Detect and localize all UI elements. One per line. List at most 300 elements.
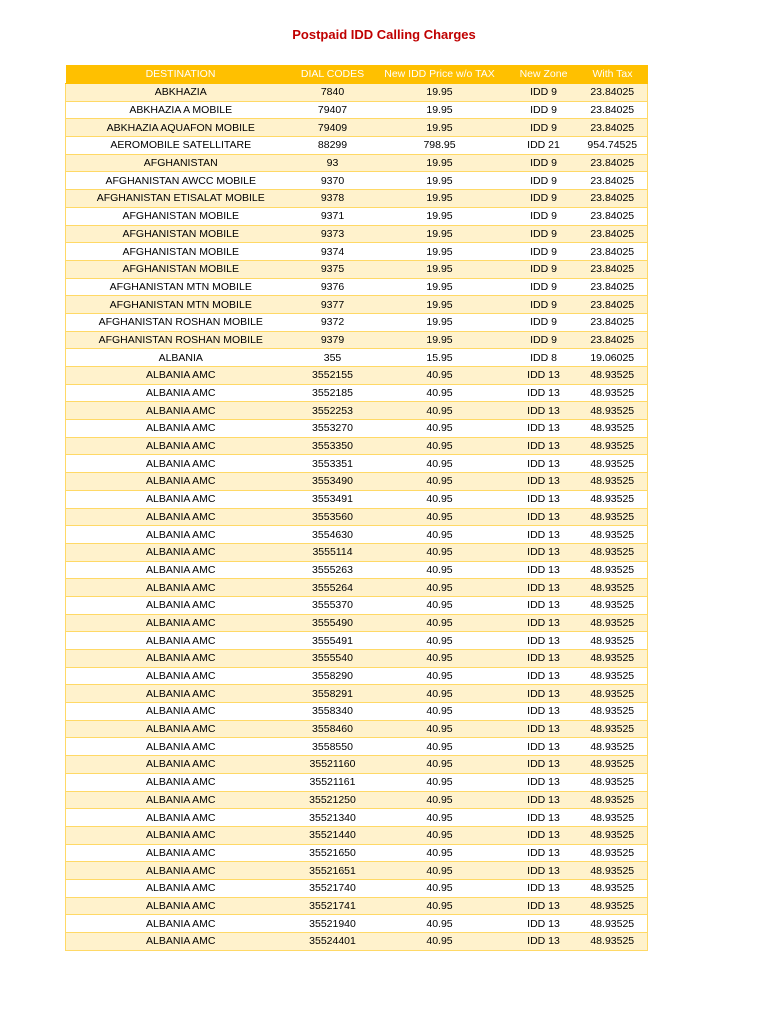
price-cell: 40.95 [370,420,510,438]
table-row [66,384,648,402]
with-tax-cell: 23.84025 [578,243,648,261]
dial-code-cell: 35524401 [296,933,370,951]
destination-cell: AFGHANISTAN MTN MOBILE [66,278,296,296]
zone-cell: IDD 9 [510,207,578,225]
table-row [66,402,648,420]
dial-code-cell: 9374 [296,243,370,261]
price-cell: 40.95 [370,862,510,880]
price-cell: 40.95 [370,826,510,844]
zone-cell: IDD 9 [510,313,578,331]
destination-cell: ALBANIA AMC [66,685,296,703]
destination-cell: ABKHAZIA [66,84,296,102]
zone-cell: IDD 13 [510,791,578,809]
dial-code-cell: 3555264 [296,579,370,597]
dial-code-cell: 9379 [296,331,370,349]
with-tax-cell: 48.93525 [578,526,648,544]
price-cell: 40.95 [370,685,510,703]
destination-cell: ALBANIA AMC [66,632,296,650]
destination-cell: AEROMOBILE SATELLITARE [66,137,296,155]
destination-cell: AFGHANISTAN MOBILE [66,243,296,261]
table-row [66,260,648,278]
page-title: Postpaid IDD Calling Charges [292,27,476,42]
dial-code-cell: 9373 [296,225,370,243]
destination-cell: ALBANIA AMC [66,773,296,791]
zone-cell: IDD 13 [510,543,578,561]
zone-cell: IDD 13 [510,437,578,455]
zone-cell: IDD 13 [510,738,578,756]
table-row [66,296,648,314]
price-cell: 40.95 [370,915,510,933]
with-tax-cell: 23.84025 [578,207,648,225]
table-row [66,490,648,508]
table-row [66,278,648,296]
price-cell: 40.95 [370,756,510,774]
with-tax-cell: 48.93525 [578,720,648,738]
with-tax-cell: 48.93525 [578,650,648,668]
destination-cell: ABKHAZIA AQUAFON MOBILE [66,119,296,137]
table-row [66,543,648,561]
with-tax-cell: 48.93525 [578,933,648,951]
destination-cell: AFGHANISTAN MOBILE [66,225,296,243]
zone-cell: IDD 13 [510,526,578,544]
dial-code-cell: 3552185 [296,384,370,402]
with-tax-cell: 48.93525 [578,862,648,880]
price-cell: 40.95 [370,897,510,915]
dial-code-cell: 35521161 [296,773,370,791]
table-row [66,933,648,951]
zone-cell: IDD 9 [510,225,578,243]
destination-cell: ALBANIA [66,349,296,367]
dial-code-cell: 35521940 [296,915,370,933]
zone-cell: IDD 9 [510,331,578,349]
price-cell: 19.95 [370,278,510,296]
price-cell: 40.95 [370,508,510,526]
dial-code-cell: 3553351 [296,455,370,473]
destination-cell: ALBANIA AMC [66,473,296,491]
zone-cell: IDD 13 [510,862,578,880]
dial-code-cell: 3555263 [296,561,370,579]
table-row [66,349,648,367]
destination-cell: ALBANIA AMC [66,420,296,438]
dial-code-cell: 3555490 [296,614,370,632]
with-tax-cell: 23.84025 [578,119,648,137]
dial-code-cell: 3554630 [296,526,370,544]
table-row [66,579,648,597]
dial-code-cell: 9377 [296,296,370,314]
dial-code-cell: 3553560 [296,508,370,526]
price-cell: 40.95 [370,384,510,402]
with-tax-cell: 23.84025 [578,154,648,172]
destination-cell: ABKHAZIA A MOBILE [66,101,296,119]
with-tax-cell: 48.93525 [578,402,648,420]
table-row [66,420,648,438]
table-header-row [66,65,648,84]
price-cell: 19.95 [370,331,510,349]
price-cell: 19.95 [370,260,510,278]
zone-cell: IDD 13 [510,826,578,844]
table-row [66,703,648,721]
dial-code-cell: 35521250 [296,791,370,809]
zone-cell: IDD 13 [510,614,578,632]
zone-cell: IDD 13 [510,508,578,526]
with-tax-cell: 23.84025 [578,84,648,102]
price-cell: 19.95 [370,119,510,137]
rates-table [65,65,648,951]
price-cell: 40.95 [370,720,510,738]
header-with-tax: With Tax [578,65,648,84]
dial-code-cell: 355 [296,349,370,367]
with-tax-cell: 23.84025 [578,260,648,278]
dial-code-cell: 3553270 [296,420,370,438]
dial-code-cell: 9375 [296,260,370,278]
table-row [66,720,648,738]
destination-cell: ALBANIA AMC [66,826,296,844]
table-row [66,685,648,703]
dial-code-cell: 3555370 [296,596,370,614]
with-tax-cell: 48.93525 [578,384,648,402]
table-row [66,526,648,544]
destination-cell: ALBANIA AMC [66,561,296,579]
table-row [66,791,648,809]
price-cell: 40.95 [370,667,510,685]
zone-cell: IDD 13 [510,490,578,508]
dial-code-cell: 9376 [296,278,370,296]
zone-cell: IDD 13 [510,596,578,614]
with-tax-cell: 48.93525 [578,561,648,579]
dial-code-cell: 7840 [296,84,370,102]
price-cell: 19.95 [370,243,510,261]
dial-code-cell: 3553350 [296,437,370,455]
dial-code-cell: 35521651 [296,862,370,880]
table-row [66,119,648,137]
destination-cell: ALBANIA AMC [66,455,296,473]
price-cell: 19.95 [370,154,510,172]
price-cell: 40.95 [370,809,510,827]
table-row [66,84,648,102]
destination-cell: ALBANIA AMC [66,508,296,526]
zone-cell: IDD 9 [510,172,578,190]
table-row [66,862,648,880]
dial-code-cell: 3558340 [296,703,370,721]
dial-code-cell: 9378 [296,190,370,208]
with-tax-cell: 48.93525 [578,632,648,650]
table-row [66,207,648,225]
zone-cell: IDD 13 [510,455,578,473]
zone-cell: IDD 9 [510,296,578,314]
header-price-without-tax: New IDD Price w/o TAX [370,65,510,84]
price-cell: 19.95 [370,313,510,331]
price-cell: 40.95 [370,632,510,650]
destination-cell: ALBANIA AMC [66,703,296,721]
dial-code-cell: 35521740 [296,879,370,897]
destination-cell: AFGHANISTAN ETISALAT MOBILE [66,190,296,208]
with-tax-cell: 954.74525 [578,137,648,155]
table-row [66,844,648,862]
table-row [66,243,648,261]
price-cell: 19.95 [370,101,510,119]
with-tax-cell: 48.93525 [578,667,648,685]
with-tax-cell: 48.93525 [578,844,648,862]
destination-cell: ALBANIA AMC [66,402,296,420]
with-tax-cell: 48.93525 [578,773,648,791]
header-dial-codes: DIAL CODES [296,65,370,84]
with-tax-cell: 48.93525 [578,685,648,703]
with-tax-cell: 48.93525 [578,596,648,614]
table-row [66,367,648,385]
dial-code-cell: 3552155 [296,367,370,385]
destination-cell: AFGHANISTAN ROSHAN MOBILE [66,331,296,349]
price-cell: 40.95 [370,650,510,668]
table-row [66,897,648,915]
header-destination: DESTINATION [66,65,296,84]
destination-cell: ALBANIA AMC [66,756,296,774]
price-cell: 40.95 [370,596,510,614]
table-row [66,614,648,632]
dial-code-cell: 35521741 [296,897,370,915]
destination-cell: AFGHANISTAN [66,154,296,172]
zone-cell: IDD 9 [510,278,578,296]
with-tax-cell: 48.93525 [578,703,648,721]
price-cell: 40.95 [370,844,510,862]
with-tax-cell: 48.93525 [578,367,648,385]
with-tax-cell: 48.93525 [578,826,648,844]
price-cell: 40.95 [370,490,510,508]
destination-cell: AFGHANISTAN MTN MOBILE [66,296,296,314]
zone-cell: IDD 9 [510,260,578,278]
zone-cell: IDD 13 [510,844,578,862]
price-cell: 40.95 [370,473,510,491]
with-tax-cell: 48.93525 [578,879,648,897]
table-row [66,137,648,155]
dial-code-cell: 3555491 [296,632,370,650]
destination-cell: ALBANIA AMC [66,862,296,880]
table-row [66,437,648,455]
table-row [66,773,648,791]
with-tax-cell: 48.93525 [578,809,648,827]
dial-code-cell: 35521160 [296,756,370,774]
zone-cell: IDD 13 [510,473,578,491]
with-tax-cell: 23.84025 [578,101,648,119]
dial-code-cell: 3558291 [296,685,370,703]
destination-cell: ALBANIA AMC [66,384,296,402]
price-cell: 40.95 [370,879,510,897]
table-row [66,473,648,491]
table-row [66,313,648,331]
destination-cell: ALBANIA AMC [66,596,296,614]
table-row [66,225,648,243]
table-row [66,632,648,650]
table-row [66,172,648,190]
price-cell: 19.95 [370,225,510,243]
zone-cell: IDD 13 [510,756,578,774]
price-cell: 40.95 [370,561,510,579]
destination-cell: ALBANIA AMC [66,933,296,951]
table-row [66,596,648,614]
price-cell: 40.95 [370,738,510,756]
price-cell: 40.95 [370,933,510,951]
zone-cell: IDD 13 [510,667,578,685]
with-tax-cell: 48.93525 [578,455,648,473]
with-tax-cell: 48.93525 [578,473,648,491]
zone-cell: IDD 13 [510,897,578,915]
price-cell: 19.95 [370,190,510,208]
zone-cell: IDD 9 [510,84,578,102]
price-cell: 40.95 [370,543,510,561]
with-tax-cell: 23.84025 [578,278,648,296]
with-tax-cell: 23.84025 [578,296,648,314]
destination-cell: ALBANIA AMC [66,667,296,685]
destination-cell: ALBANIA AMC [66,490,296,508]
destination-cell: ALBANIA AMC [66,437,296,455]
destination-cell: ALBANIA AMC [66,614,296,632]
with-tax-cell: 23.84025 [578,331,648,349]
with-tax-cell: 48.93525 [578,508,648,526]
zone-cell: IDD 9 [510,119,578,137]
price-cell: 19.95 [370,296,510,314]
price-cell: 40.95 [370,367,510,385]
zone-cell: IDD 13 [510,579,578,597]
table-row [66,154,648,172]
price-cell: 798.95 [370,137,510,155]
with-tax-cell: 19.06025 [578,349,648,367]
dial-code-cell: 79409 [296,119,370,137]
price-cell: 40.95 [370,773,510,791]
zone-cell: IDD 13 [510,915,578,933]
with-tax-cell: 48.93525 [578,915,648,933]
zone-cell: IDD 9 [510,243,578,261]
price-cell: 19.95 [370,172,510,190]
zone-cell: IDD 13 [510,809,578,827]
dial-code-cell: 3553491 [296,490,370,508]
dial-code-cell: 3553490 [296,473,370,491]
dial-code-cell: 93 [296,154,370,172]
table-row [66,667,648,685]
destination-cell: ALBANIA AMC [66,915,296,933]
with-tax-cell: 48.93525 [578,756,648,774]
table-row [66,756,648,774]
destination-cell: ALBANIA AMC [66,879,296,897]
header-new-zone: New Zone [510,65,578,84]
zone-cell: IDD 13 [510,420,578,438]
dial-code-cell: 9370 [296,172,370,190]
dial-code-cell: 3555114 [296,543,370,561]
zone-cell: IDD 9 [510,101,578,119]
zone-cell: IDD 13 [510,703,578,721]
zone-cell: IDD 21 [510,137,578,155]
price-cell: 40.95 [370,455,510,473]
zone-cell: IDD 8 [510,349,578,367]
destination-cell: AFGHANISTAN AWCC MOBILE [66,172,296,190]
table-row [66,331,648,349]
zone-cell: IDD 13 [510,879,578,897]
dial-code-cell: 35521440 [296,826,370,844]
destination-cell: ALBANIA AMC [66,579,296,597]
with-tax-cell: 48.93525 [578,420,648,438]
with-tax-cell: 48.93525 [578,738,648,756]
table-row [66,650,648,668]
price-cell: 40.95 [370,614,510,632]
table-row [66,561,648,579]
zone-cell: IDD 13 [510,402,578,420]
zone-cell: IDD 13 [510,650,578,668]
dial-code-cell: 79407 [296,101,370,119]
price-cell: 40.95 [370,437,510,455]
zone-cell: IDD 13 [510,367,578,385]
dial-code-cell: 9372 [296,313,370,331]
destination-cell: AFGHANISTAN MOBILE [66,207,296,225]
price-cell: 19.95 [370,84,510,102]
zone-cell: IDD 13 [510,384,578,402]
table-row [66,809,648,827]
dial-code-cell: 35521650 [296,844,370,862]
table-row [66,455,648,473]
destination-cell: ALBANIA AMC [66,367,296,385]
zone-cell: IDD 13 [510,685,578,703]
zone-cell: IDD 13 [510,720,578,738]
destination-cell: ALBANIA AMC [66,650,296,668]
table-row [66,738,648,756]
with-tax-cell: 48.93525 [578,614,648,632]
zone-cell: IDD 13 [510,773,578,791]
zone-cell: IDD 13 [510,561,578,579]
table-row [66,508,648,526]
price-cell: 40.95 [370,579,510,597]
with-tax-cell: 48.93525 [578,543,648,561]
destination-cell: ALBANIA AMC [66,844,296,862]
price-cell: 40.95 [370,526,510,544]
zone-cell: IDD 9 [510,190,578,208]
price-cell: 40.95 [370,703,510,721]
dial-code-cell: 88299 [296,137,370,155]
zone-cell: IDD 13 [510,632,578,650]
with-tax-cell: 48.93525 [578,437,648,455]
destination-cell: ALBANIA AMC [66,809,296,827]
dial-code-cell: 9371 [296,207,370,225]
destination-cell: ALBANIA AMC [66,738,296,756]
with-tax-cell: 48.93525 [578,579,648,597]
with-tax-cell: 23.84025 [578,190,648,208]
zone-cell: IDD 13 [510,933,578,951]
destination-cell: ALBANIA AMC [66,791,296,809]
with-tax-cell: 48.93525 [578,490,648,508]
dial-code-cell: 3558290 [296,667,370,685]
price-cell: 15.95 [370,349,510,367]
destination-cell: ALBANIA AMC [66,526,296,544]
dial-code-cell: 3555540 [296,650,370,668]
price-cell: 40.95 [370,791,510,809]
destination-cell: ALBANIA AMC [66,897,296,915]
price-cell: 40.95 [370,402,510,420]
with-tax-cell: 23.84025 [578,313,648,331]
with-tax-cell: 23.84025 [578,225,648,243]
price-cell: 19.95 [370,207,510,225]
table-row [66,879,648,897]
destination-cell: ALBANIA AMC [66,720,296,738]
destination-cell: ALBANIA AMC [66,543,296,561]
with-tax-cell: 23.84025 [578,172,648,190]
table-row [66,915,648,933]
dial-code-cell: 35521340 [296,809,370,827]
table-row [66,826,648,844]
table-row [66,190,648,208]
destination-cell: AFGHANISTAN ROSHAN MOBILE [66,313,296,331]
dial-code-cell: 3558460 [296,720,370,738]
with-tax-cell: 48.93525 [578,791,648,809]
destination-cell: AFGHANISTAN MOBILE [66,260,296,278]
table-body [66,84,648,951]
dial-code-cell: 3558550 [296,738,370,756]
table-row [66,101,648,119]
